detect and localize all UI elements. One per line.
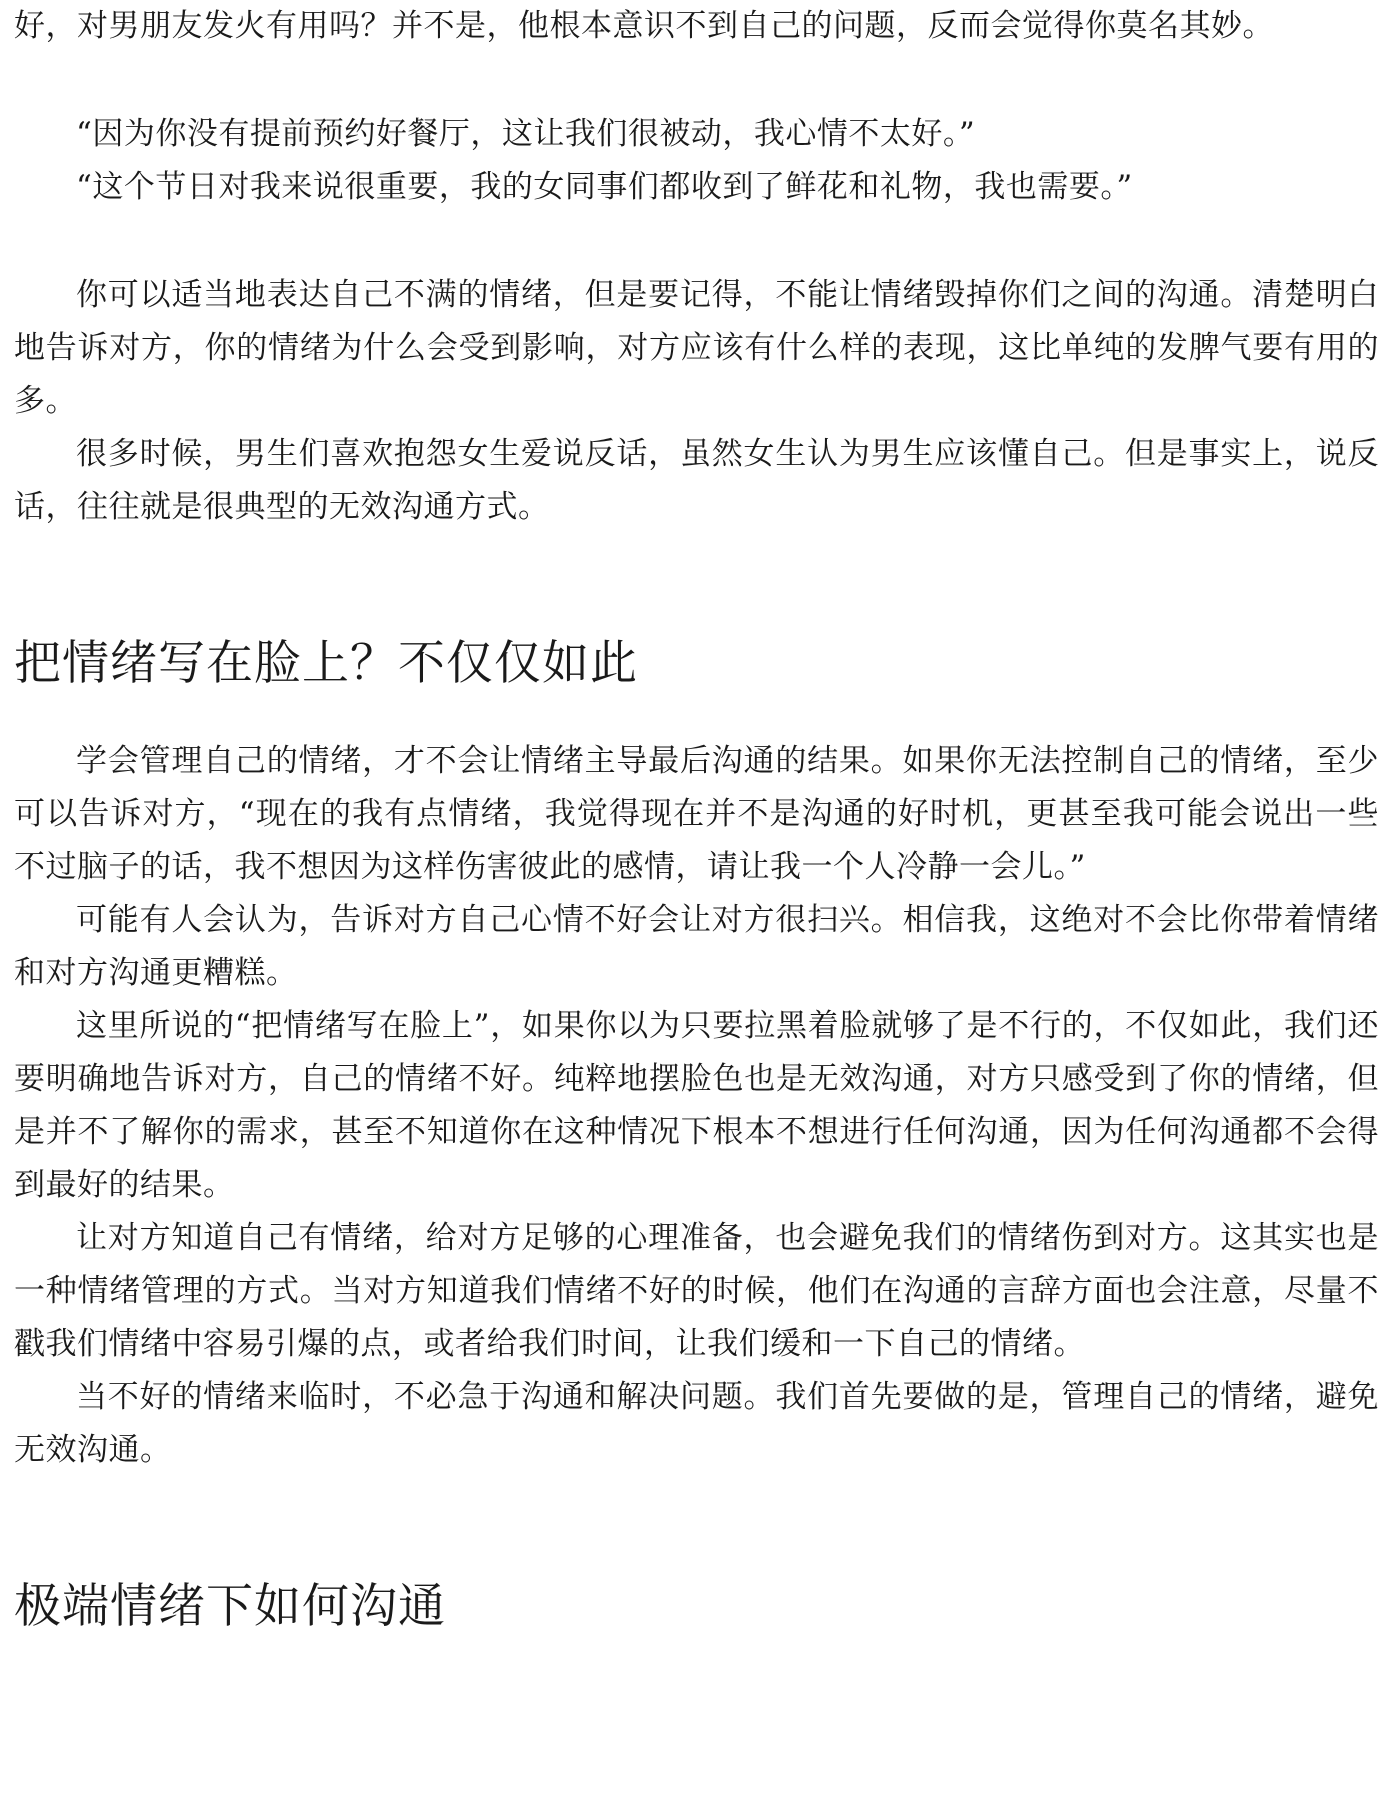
spacer xyxy=(14,699,1379,735)
paragraph: 这里所说的“把情绪写在脸上”，如果你以为只要拉黑着脸就够了是不行的，不仅如此，我们还要明确地告诉对方，自己的情绪不好。纯粹地摆脸色也是无效沟通，对方只感受到了你的情绪，但是并不了解你的需求，甚至不知道你在这种情况下根本不想进行任何沟通，因为任何沟通都不会得到最好的结果。 xyxy=(14,1008,1379,1203)
document-page xyxy=(14,0,1379,1642)
spacer xyxy=(14,53,1379,108)
quote-line: “因为你没有提前预约好餐厅，这让我们很被动，我心情不太好。” xyxy=(76,116,976,152)
spacer xyxy=(14,1477,1379,1572)
spacer xyxy=(14,214,1379,269)
paragraph: 当不好的情绪来临时，不必急于沟通和解决问题。我们首先要做的是，管理自己的情绪，避免无效沟通。 xyxy=(14,1379,1379,1468)
paragraph: 学会管理自己的情绪，才不会让情绪主导最后沟通的结果。如果你无法控制自己的情绪，至少可以告诉对方，“现在的我有点情绪，我觉得现在并不是沟通的好时机，更甚至我可能会说出一些不过脑子的话，我不想因为这样伤害彼此的感情，请让我一个人冷静一会儿。” xyxy=(14,743,1379,885)
quote-line: “这个节日对我来说很重要，我的女同事们都收到了鲜花和礼物，我也需要。” xyxy=(76,169,1133,205)
paragraph: 很多时候，男生们喜欢抱怨女生爱说反话，虽然女生认为男生应该懂自己。但是事实上，说反话，往往就是很典型的无效沟通方式。 xyxy=(14,436,1379,525)
section-heading: 极端情绪下如何沟通 xyxy=(14,1579,446,1634)
spacer xyxy=(14,534,1379,629)
section-heading: 把情绪写在脸上？不仅仅如此 xyxy=(14,636,638,691)
paragraph: 你可以适当地表达自己不满的情绪，但是要记得，不能让情绪毁掉你们之间的沟通。清楚明白地告诉对方，你的情绪为什么会受到影响，对方应该有什么样的表现，这比单纯的发脾气要有用的多。 xyxy=(14,277,1379,419)
paragraph: 可能有人会认为，告诉对方自己心情不好会让对方很扫兴。相信我，这绝对不会比你带着情绪和对方沟通更糟糕。 xyxy=(14,902,1379,991)
paragraph: 让对方知道自己有情绪，给对方足够的心理准备，也会避免我们的情绪伤到对方。这其实也是一种情绪管理的方式。当对方知道我们情绪不好的时候，他们在沟通的言辞方面也会注意，尽量不戳我们情绪中容易引爆的点，或者给我们时间，让我们缓和一下自己的情绪。 xyxy=(14,1220,1379,1362)
paragraph: 好，对男朋友发火有用吗？并不是，他根本意识不到自己的问题，反而会觉得你莫名其妙。 xyxy=(14,8,1274,44)
